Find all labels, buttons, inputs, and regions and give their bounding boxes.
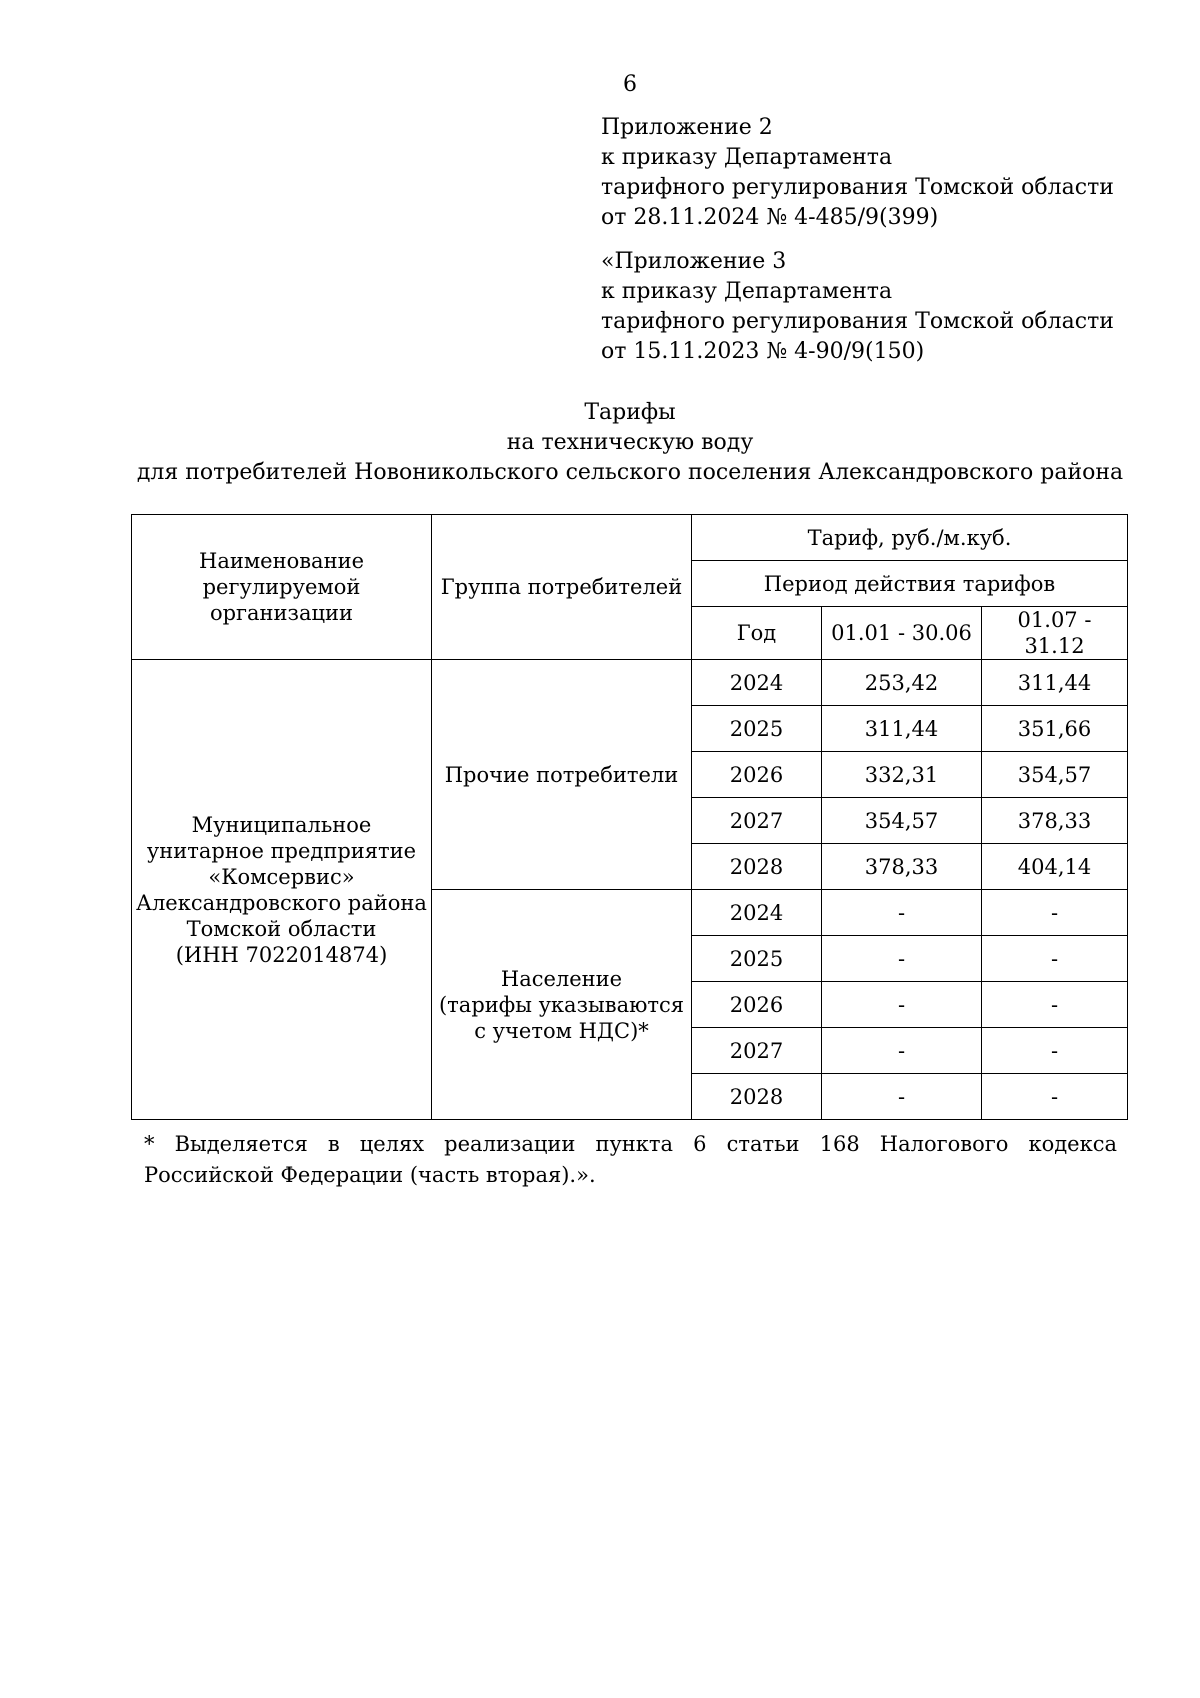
year-cell: 2027 [692,1028,822,1074]
year-cell: 2025 [692,706,822,752]
appendix-line: тарифного регулирования Томской области [601,175,1114,200]
year-cell: 2025 [692,936,822,982]
group-line: Население [500,966,623,991]
tariff-h1-cell: - [822,890,982,936]
tariff-h2-cell: - [982,936,1128,982]
tariff-h2-cell: - [982,1074,1128,1120]
appendix-reference-current [601,113,1114,233]
tariff-h1-cell: 378,33 [822,844,982,890]
tariff-h2-cell: - [982,1028,1128,1074]
header-org-name: Наименование регулируемой организации [132,515,432,660]
title-line: на техническую воду [506,430,754,455]
tariff-h1-cell: - [822,982,982,1028]
year-cell: 2026 [692,982,822,1028]
group-population [432,890,692,1120]
header-year: Год [692,607,822,660]
tariff-h2-cell: 378,33 [982,798,1128,844]
organization-cell [132,660,432,1120]
appendix-line: к приказу Департамента [601,279,893,304]
tariff-h1-cell: 253,42 [822,660,982,706]
group-line: (тарифы указываются [438,992,685,1017]
group-line: с учетом НДС)* [474,1018,649,1043]
page-number: 6 [623,72,637,97]
organization-line: Александровского района [136,890,427,915]
organization-line: Томской области [186,916,377,941]
appendix-line: от 15.11.2023 № 4-90/9(150) [601,339,925,364]
year-cell: 2026 [692,752,822,798]
title-line: Тарифы [584,400,676,425]
table-row [132,660,1128,706]
year-cell: 2024 [692,660,822,706]
tariff-h2-cell: 311,44 [982,660,1128,706]
footnote: * Выделяется в целях реализации пункта 6 статьи 168 Налогового кодекса Российской Федерации (часть вторая).». [144,1132,1117,1187]
tariff-h1-cell: - [822,936,982,982]
organization-line: унитарное предприятие [146,838,417,863]
title-line: для потребителей Новоникольского сельского поселения Александровского района [136,460,1124,485]
appendix-line: тарифного регулирования Томской области [601,309,1114,334]
tariff-h1-cell: - [822,1028,982,1074]
tariff-h1-cell: 354,57 [822,798,982,844]
appendix-line: к приказу Департамента [601,145,893,170]
organization-line: (ИНН 7022014874) [175,942,388,967]
tariff-h2-cell: - [982,982,1128,1028]
year-cell: 2028 [692,1074,822,1120]
organization-line: «Комсервис» [208,864,355,889]
year-cell: 2027 [692,798,822,844]
tariff-h1-cell: 332,31 [822,752,982,798]
header-second-half: 01.07 - 31.12 [982,607,1128,660]
appendix-reference-original [601,247,1114,367]
appendix-line: от 28.11.2024 № 4-485/9(399) [601,205,939,230]
header-first-half: 01.01 - 30.06 [822,607,982,660]
year-cell: 2028 [692,844,822,890]
tariff-h2-cell: 354,57 [982,752,1128,798]
appendix-line: «Приложение 3 [601,249,787,274]
header-consumer-group: Группа потребителей [432,515,692,660]
tariff-h1-cell: - [822,1074,982,1120]
group-other-consumers: Прочие потребители [432,660,692,890]
tariff-table [131,514,1128,1120]
tariff-h2-cell: 404,14 [982,844,1128,890]
document-title [0,398,1200,488]
tariff-h2-cell: 351,66 [982,706,1128,752]
organization-line: Муниципальное [191,812,372,837]
header-tariff: Тариф, руб./м.куб. [692,515,1128,561]
appendix-line: Приложение 2 [601,115,773,140]
tariff-h2-cell: - [982,890,1128,936]
year-cell: 2024 [692,890,822,936]
tariff-h1-cell: 311,44 [822,706,982,752]
header-period: Период действия тарифов [692,561,1128,607]
